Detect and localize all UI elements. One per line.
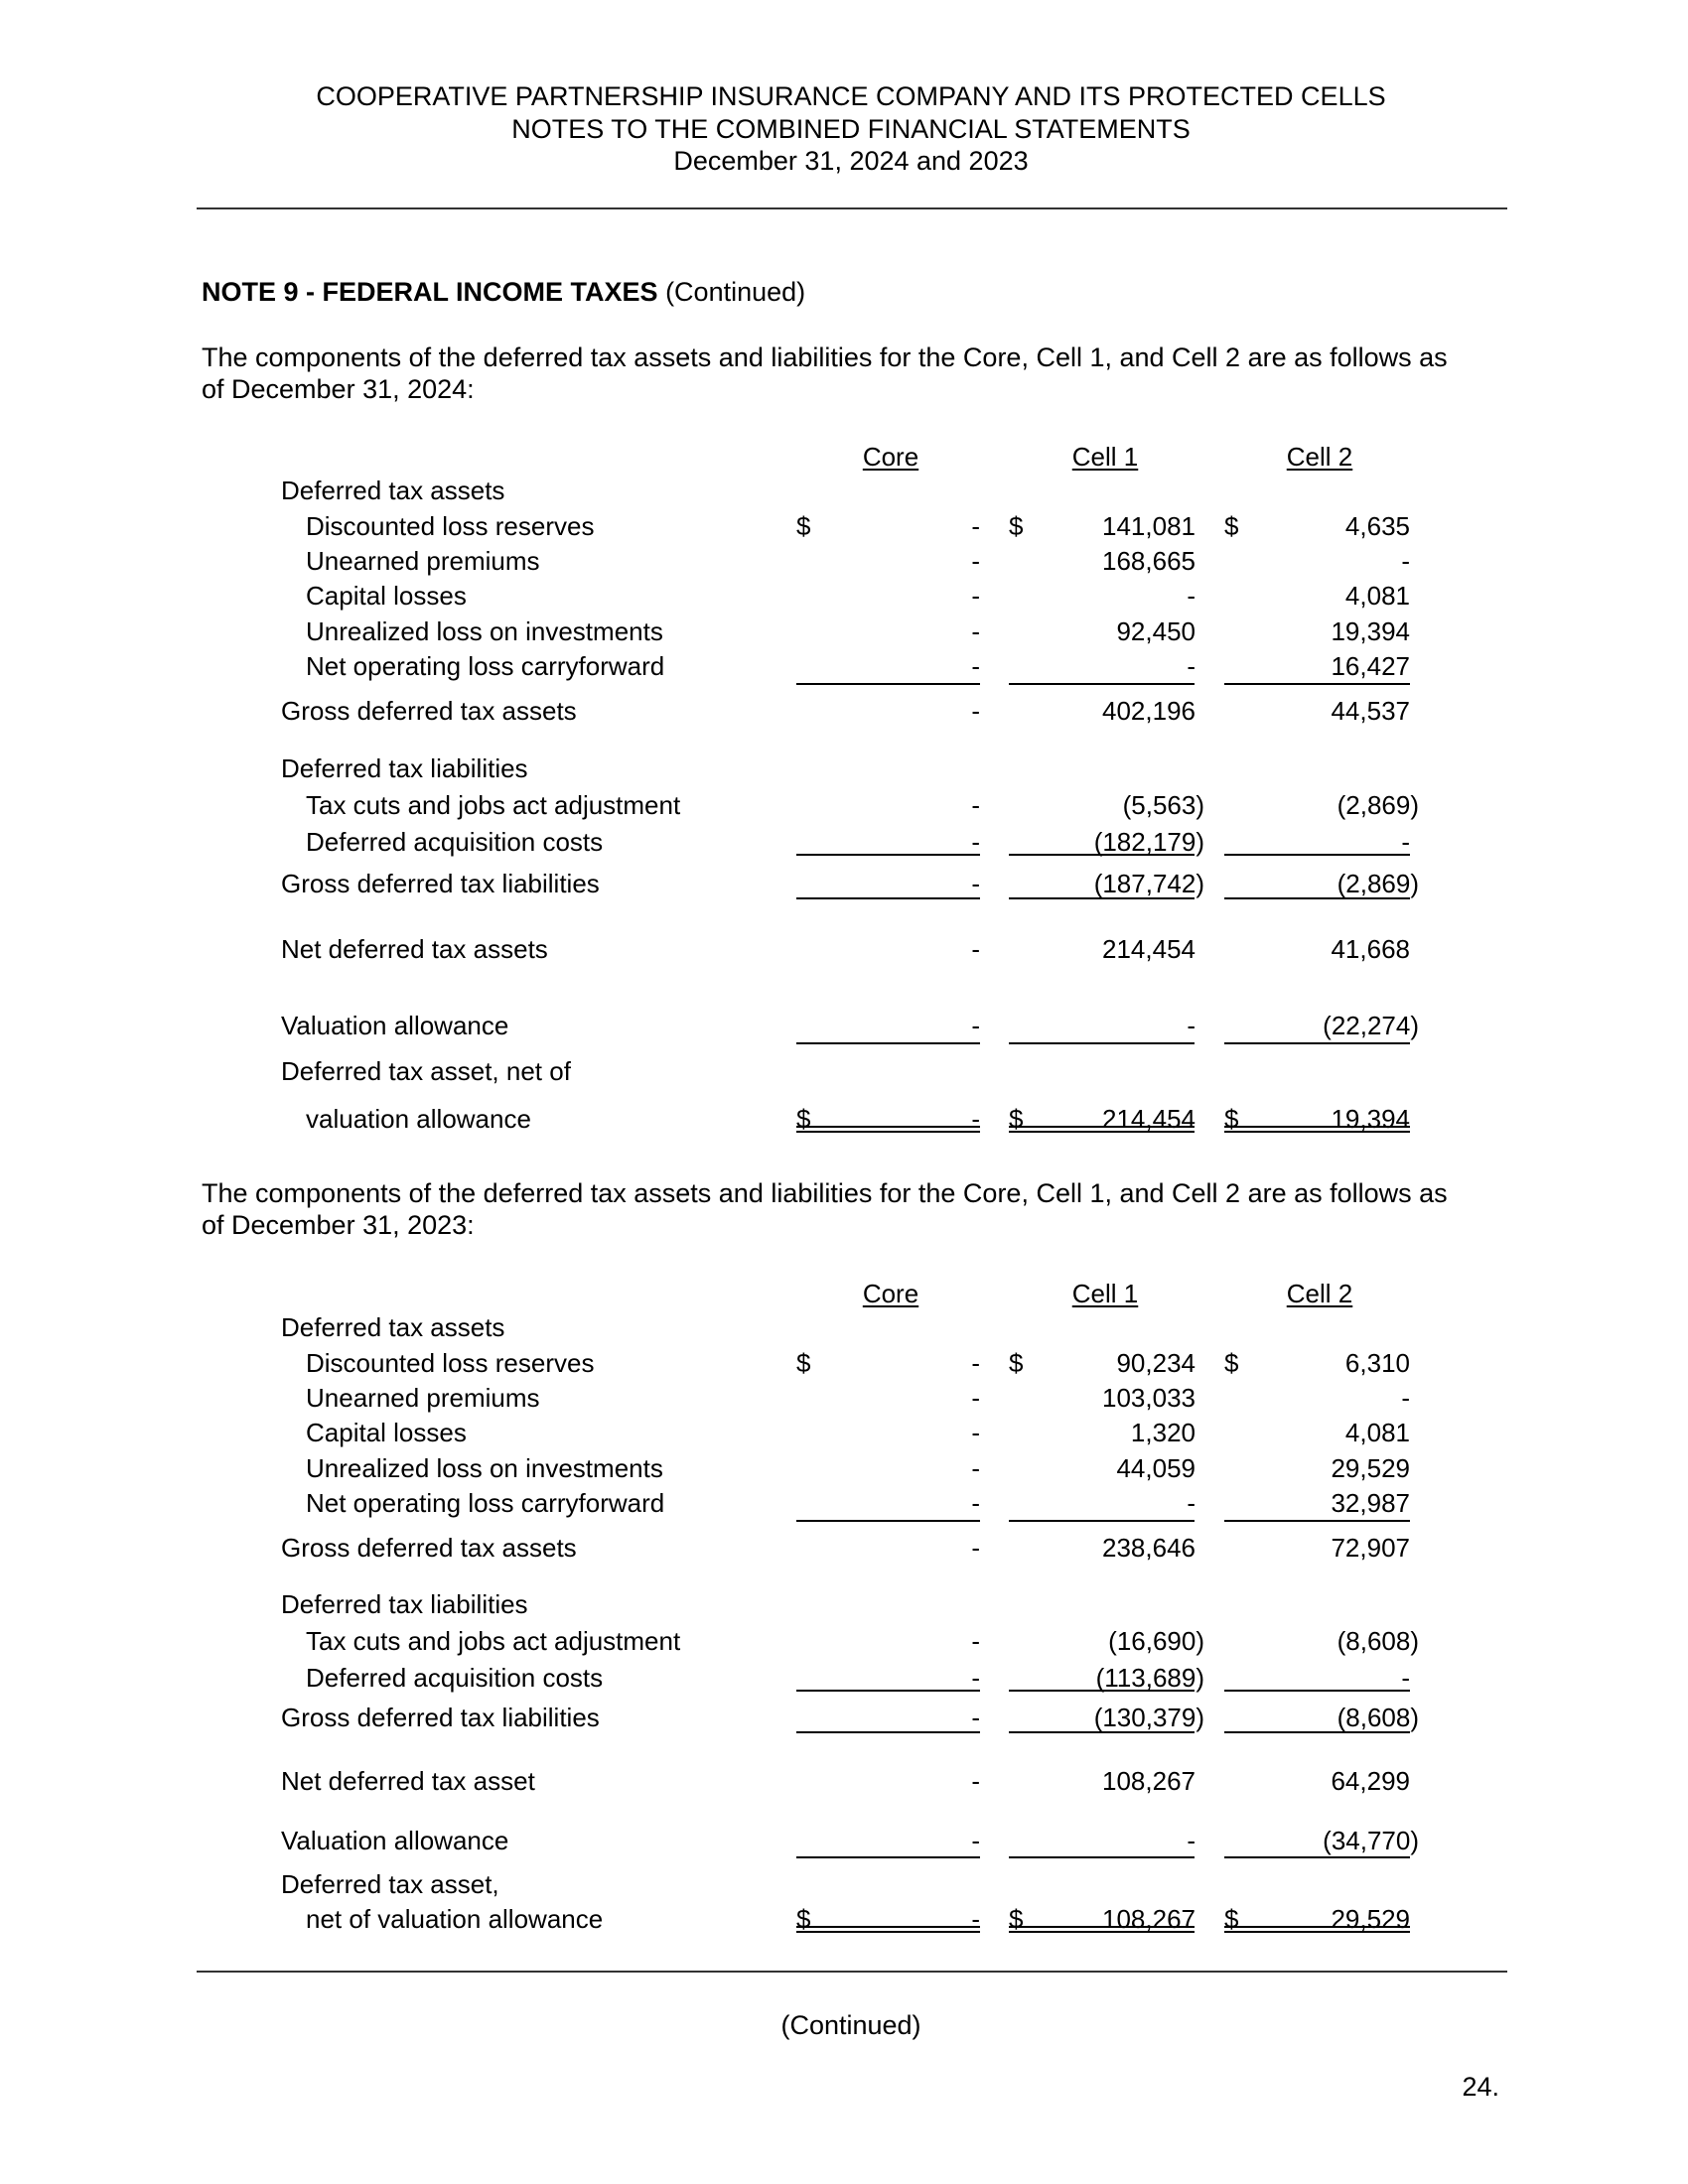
- value-cell1: -: [1187, 1488, 1196, 1518]
- continued-label: (Continued): [780, 2010, 921, 2040]
- value-core: -: [971, 1904, 980, 1934]
- row-label: Valuation allowance: [281, 1011, 509, 1040]
- row-label: Gross deferred tax liabilities: [281, 869, 600, 898]
- value-cell1: (182,179): [1093, 827, 1204, 857]
- row-label: Unrealized loss on investments: [306, 1453, 663, 1483]
- dollar-sign: $: [1009, 511, 1024, 541]
- final-label-line-1: Deferred tax asset, net of: [281, 1056, 571, 1086]
- value-core: -: [971, 1348, 980, 1378]
- row-label: Gross deferred tax assets: [281, 696, 577, 726]
- grand-total-double-line-cell2: [1224, 1926, 1410, 1933]
- subtotal-line-liabilities-cell1: [1009, 1690, 1195, 1692]
- subtotal-line-assets-cell2: [1224, 1520, 1410, 1522]
- value-cell2: 6,310: [1344, 1348, 1410, 1378]
- value-cell2: 72,907: [1331, 1533, 1410, 1563]
- section-heading-assets: Deferred tax assets: [281, 1312, 505, 1342]
- value-cell2: 29,529: [1331, 1453, 1410, 1483]
- value-core: -: [971, 1663, 980, 1693]
- value-core: -: [971, 651, 980, 681]
- value-cell1: 214,454: [1102, 934, 1196, 964]
- value-cell1: 1,320: [1130, 1418, 1196, 1447]
- value-core: -: [971, 1011, 980, 1040]
- subtotal-line-assets-core: [796, 1520, 980, 1522]
- value-cell2: -: [1401, 1383, 1410, 1413]
- value-cell1: 92,450: [1116, 616, 1196, 646]
- grand-total-double-line-cell1: [1009, 1926, 1195, 1933]
- dollar-sign: $: [796, 1904, 811, 1934]
- value-cell1: 108,267: [1102, 1904, 1196, 1934]
- value-cell2: 4,635: [1344, 511, 1410, 541]
- dollar-sign: $: [796, 511, 811, 541]
- value-core: -: [971, 1453, 980, 1483]
- column-header-cell1: Cell 1: [1071, 442, 1139, 472]
- value-core: -: [971, 1533, 980, 1563]
- value-cell2: (2,869): [1336, 869, 1419, 898]
- value-cell1: (113,689): [1095, 1663, 1204, 1693]
- value-cell1: 168,665: [1102, 546, 1196, 576]
- subtotal-line-valuation-cell2: [1224, 1042, 1410, 1044]
- value-cell1: -: [1187, 1826, 1196, 1855]
- row-label: Gross deferred tax assets: [281, 1533, 577, 1563]
- total-line-liabilities-core: [796, 897, 980, 899]
- row-label: valuation allowance: [306, 1104, 531, 1134]
- value-cell1: (16,690): [1108, 1626, 1204, 1656]
- value-core: -: [971, 1383, 980, 1413]
- dollar-sign: $: [1009, 1104, 1024, 1134]
- value-core: -: [971, 1418, 980, 1447]
- total-line-liabilities-cell1: [1009, 1731, 1195, 1733]
- dollar-sign: $: [796, 1348, 811, 1378]
- column-header-cell2: Cell 2: [1286, 1279, 1353, 1308]
- value-cell1: 103,033: [1102, 1383, 1196, 1413]
- subtotal-line-assets-core: [796, 683, 980, 685]
- note-heading-title: NOTE 9 - FEDERAL INCOME TAXES: [202, 277, 658, 307]
- subtotal-line-liabilities-core: [796, 854, 980, 856]
- value-core: -: [971, 790, 980, 820]
- value-cell1: (5,563): [1122, 790, 1204, 820]
- row-label: Deferred acquisition costs: [306, 1663, 604, 1693]
- value-cell2: 44,537: [1331, 696, 1410, 726]
- row-label: Net operating loss carryforward: [306, 651, 665, 681]
- row-label: Unearned premiums: [306, 1383, 540, 1413]
- column-header-cell1: Cell 1: [1071, 1279, 1139, 1308]
- subtotal-line-valuation-core: [796, 1856, 980, 1858]
- footer-divider: [197, 1971, 1507, 1973]
- value-cell2: (8,608): [1336, 1626, 1419, 1656]
- column-header-core: Core: [862, 442, 919, 472]
- section-heading-liabilities: Deferred tax liabilities: [281, 753, 528, 783]
- value-cell1: -: [1187, 581, 1196, 611]
- subtotal-line-valuation-cell1: [1009, 1856, 1195, 1858]
- dollar-sign: $: [1009, 1904, 1024, 1934]
- value-cell2: 19,394: [1331, 1104, 1410, 1134]
- value-core: -: [971, 934, 980, 964]
- subtotal-line-assets-cell1: [1009, 1520, 1195, 1522]
- intro-line-1: The components of the deferred tax assets and liabilities for the Core, Cell 1, and Cell 2 are as follows as: [202, 342, 1448, 372]
- dollar-sign: $: [796, 1104, 811, 1134]
- page-number: 24.: [1462, 2072, 1499, 2102]
- value-cell2: -: [1401, 827, 1410, 857]
- note-heading-suffix: (Continued): [665, 277, 806, 307]
- value-cell2: 16,427: [1331, 651, 1410, 681]
- row-label: Capital losses: [306, 1418, 467, 1447]
- intro-line-2: of December 31, 2023:: [202, 1210, 475, 1240]
- value-core: -: [971, 1826, 980, 1855]
- total-line-liabilities-cell1: [1009, 897, 1195, 899]
- row-label: Unrealized loss on investments: [306, 616, 663, 646]
- intro-line-1: The components of the deferred tax assets and liabilities for the Core, Cell 1, and Cell 2 are as follows as: [202, 1178, 1448, 1208]
- value-cell1: -: [1187, 1011, 1196, 1040]
- total-line-liabilities-cell2: [1224, 897, 1410, 899]
- dollar-sign: $: [1224, 511, 1239, 541]
- value-core: -: [971, 1703, 980, 1732]
- value-core: -: [971, 511, 980, 541]
- subtotal-line-valuation-cell1: [1009, 1042, 1195, 1044]
- subtotal-line-assets-cell2: [1224, 683, 1410, 685]
- value-cell2: (2,869): [1336, 790, 1419, 820]
- value-cell1: -: [1187, 651, 1196, 681]
- note-heading: [202, 276, 805, 308]
- value-cell1: 44,059: [1116, 1453, 1196, 1483]
- column-header-cell2: Cell 2: [1286, 442, 1353, 472]
- value-cell2: 64,299: [1331, 1766, 1410, 1796]
- value-cell1: (130,379): [1093, 1703, 1204, 1732]
- value-core: -: [971, 1488, 980, 1518]
- row-label: Net operating loss carryforward: [306, 1488, 665, 1518]
- value-cell2: -: [1401, 546, 1410, 576]
- value-cell1: 141,081: [1102, 511, 1196, 541]
- row-label: Tax cuts and jobs act adjustment: [306, 790, 681, 820]
- row-label: Discounted loss reserves: [306, 511, 595, 541]
- final-label-line-1: Deferred tax asset,: [281, 1869, 499, 1899]
- row-label: Tax cuts and jobs act adjustment: [306, 1626, 681, 1656]
- row-label: Discounted loss reserves: [306, 1348, 595, 1378]
- value-core: -: [971, 1626, 980, 1656]
- subtotal-line-valuation-cell2: [1224, 1856, 1410, 1858]
- value-cell2: 4,081: [1344, 1418, 1410, 1447]
- row-label: Valuation allowance: [281, 1826, 509, 1855]
- column-header-core: Core: [862, 1279, 919, 1308]
- value-cell1: (187,742): [1093, 869, 1204, 898]
- subtotal-line-valuation-core: [796, 1042, 980, 1044]
- intro-line-2: of December 31, 2024:: [202, 374, 475, 404]
- value-cell2: -: [1401, 1663, 1410, 1693]
- value-cell2: (22,274): [1323, 1011, 1419, 1040]
- row-label: Net deferred tax assets: [281, 934, 548, 964]
- value-cell2: 19,394: [1331, 616, 1410, 646]
- row-label: Net deferred tax asset: [281, 1766, 535, 1796]
- value-cell1: 214,454: [1102, 1104, 1196, 1134]
- value-cell1: 108,267: [1102, 1766, 1196, 1796]
- value-cell2: 29,529: [1331, 1904, 1410, 1934]
- statement-period: December 31, 2024 and 2023: [673, 146, 1029, 176]
- total-line-liabilities-cell2: [1224, 1731, 1410, 1733]
- row-label: Capital losses: [306, 581, 467, 611]
- grand-total-double-line-core: [796, 1126, 980, 1133]
- section-heading-liabilities: Deferred tax liabilities: [281, 1589, 528, 1619]
- value-core: -: [971, 616, 980, 646]
- value-cell1: 238,646: [1102, 1533, 1196, 1563]
- grand-total-double-line-core: [796, 1926, 980, 1933]
- subtotal-line-liabilities-cell2: [1224, 1690, 1410, 1692]
- value-core: -: [971, 581, 980, 611]
- dollar-sign: $: [1224, 1104, 1239, 1134]
- value-cell2: 4,081: [1344, 581, 1410, 611]
- total-line-liabilities-core: [796, 1731, 980, 1733]
- value-cell1: 402,196: [1102, 696, 1196, 726]
- value-core: -: [971, 696, 980, 726]
- subtotal-line-liabilities-core: [796, 1690, 980, 1692]
- section-heading-assets: Deferred tax assets: [281, 476, 505, 505]
- row-label: Deferred acquisition costs: [306, 827, 604, 857]
- company-name: COOPERATIVE PARTNERSHIP INSURANCE COMPANY AND ITS PROTECTED CELLS: [316, 81, 1386, 111]
- row-label: net of valuation allowance: [306, 1904, 604, 1934]
- value-core: -: [971, 827, 980, 857]
- dollar-sign: $: [1009, 1348, 1024, 1378]
- grand-total-double-line-cell1: [1009, 1126, 1195, 1133]
- row-label: Gross deferred tax liabilities: [281, 1703, 600, 1732]
- grand-total-double-line-cell2: [1224, 1126, 1410, 1133]
- subtotal-line-assets-cell1: [1009, 683, 1195, 685]
- header-divider: [197, 207, 1507, 209]
- statement-title: NOTES TO THE COMBINED FINANCIAL STATEMENTS: [511, 114, 1191, 144]
- value-cell2: (34,770): [1323, 1826, 1419, 1855]
- value-core: -: [971, 546, 980, 576]
- dollar-sign: $: [1224, 1904, 1239, 1934]
- value-cell2: (8,608): [1336, 1703, 1419, 1732]
- value-core: -: [971, 869, 980, 898]
- value-cell2: 32,987: [1331, 1488, 1410, 1518]
- value-cell1: 90,234: [1116, 1348, 1196, 1378]
- value-core: -: [971, 1766, 980, 1796]
- row-label: Unearned premiums: [306, 546, 540, 576]
- subtotal-line-liabilities-cell1: [1009, 854, 1195, 856]
- value-cell2: 41,668: [1331, 934, 1410, 964]
- dollar-sign: $: [1224, 1348, 1239, 1378]
- subtotal-line-liabilities-cell2: [1224, 854, 1410, 856]
- value-core: -: [971, 1104, 980, 1134]
